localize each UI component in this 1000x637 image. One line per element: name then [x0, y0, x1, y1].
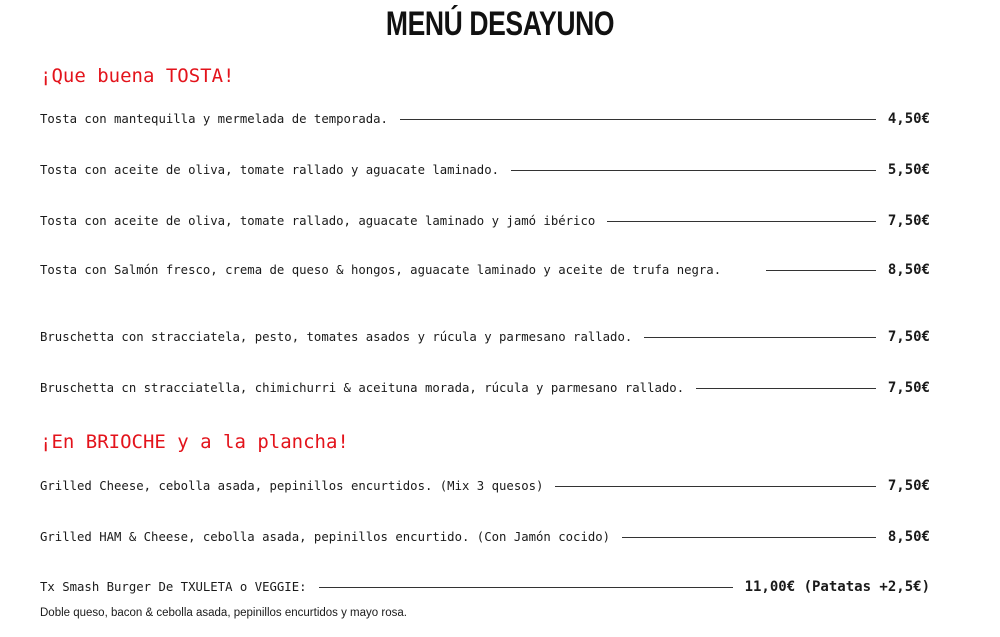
item-price: 7,50€	[887, 329, 930, 345]
item-price: 7,50€	[887, 478, 930, 494]
menu-item	[40, 379, 930, 397]
item-description: Tx Smash Burger De TXULETA o VEGGIE:	[40, 580, 307, 594]
item-price: 5,50€	[887, 162, 930, 178]
section-heading-tostas: ¡Que buena TOSTA!	[40, 65, 235, 87]
item-price: 11,00€ (Patatas +2,5€)	[744, 579, 930, 595]
item-price: 8,50€	[887, 262, 930, 278]
menu-item	[40, 212, 930, 230]
item-price: 4,50€	[887, 111, 930, 127]
item-price: 8,50€	[887, 529, 930, 545]
item-description: Tosta con Salmón fresco, crema de queso & hongos, aguacate laminado y aceite de trufa negra.	[40, 263, 722, 277]
leader-line	[555, 486, 875, 487]
item-description: Tosta con aceite de oliva, tomate rallado, aguacate laminado y jamó ibérico	[40, 214, 596, 228]
menu-item	[40, 328, 930, 346]
section-heading-brioche: ¡En BRIOCHE y a la plancha!	[40, 431, 349, 453]
item-price: 7,50€	[887, 213, 930, 229]
burger-note: Doble queso, bacon & cebolla asada, pepinillos encurtidos y mayo rosa.	[40, 607, 407, 619]
menu-item	[40, 261, 930, 279]
page-title: MENÚ DESAYUNO	[385, 5, 615, 43]
menu-item	[40, 110, 930, 128]
item-description: Bruschetta con stracciatela, pesto, tomates asados y rúcula y parmesano rallado.	[40, 330, 633, 344]
item-description: Tosta con aceite de oliva, tomate rallado y aguacate laminado.	[40, 163, 500, 177]
menu-item	[40, 528, 930, 546]
item-description: Bruschetta cn stracciatella, chimichurri & aceituna morada, rúcula y parmesano rallado.	[40, 381, 685, 395]
item-description: Grilled Cheese, cebolla asada, pepinillos encurtidos. (Mix 3 quesos)	[40, 479, 544, 493]
item-price: 7,50€	[887, 380, 930, 396]
item-description: Grilled HAM & Cheese, cebolla asada, pepinillos encurtido. (Con Jamón cocido)	[40, 530, 611, 544]
leader-line	[319, 587, 733, 588]
menu-item	[40, 477, 930, 495]
item-description: Tosta con mantequilla y mermelada de temporada.	[40, 112, 388, 126]
leader-line	[766, 270, 876, 271]
leader-line	[696, 388, 876, 389]
leader-line	[511, 170, 876, 171]
leader-line	[400, 119, 876, 120]
menu-item	[40, 578, 930, 596]
leader-line	[622, 537, 876, 538]
leader-line	[644, 337, 876, 338]
leader-line	[607, 221, 876, 222]
menu-item	[40, 161, 930, 179]
